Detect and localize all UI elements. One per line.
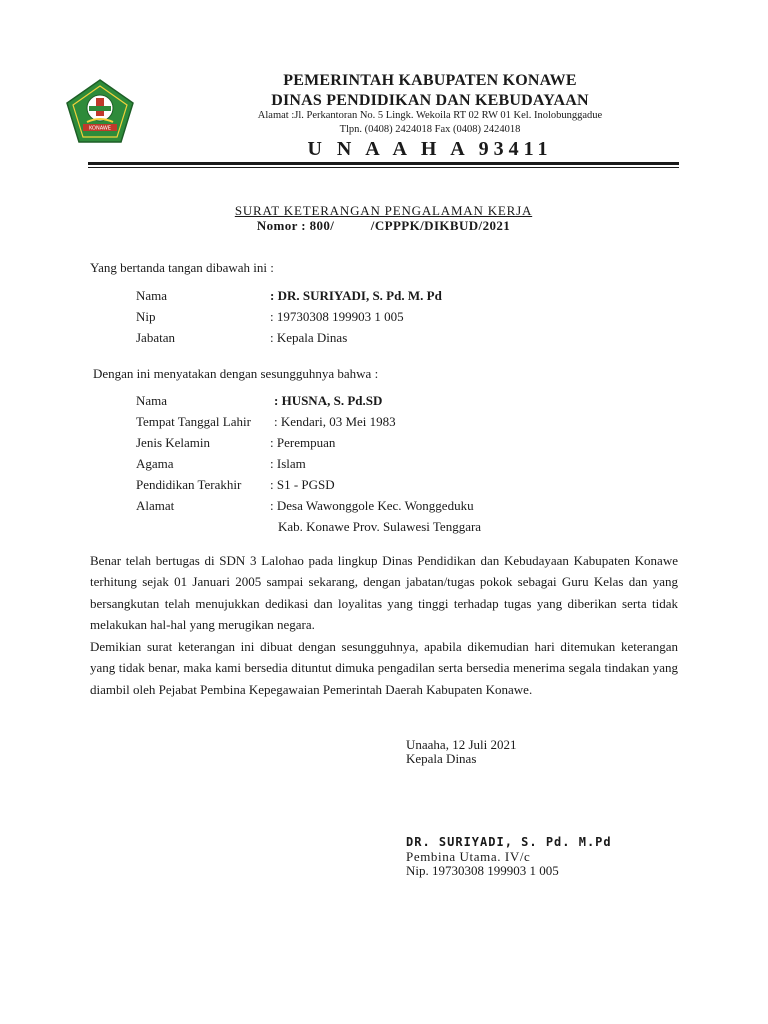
signer-nip-value: : 19730308 199903 1 005	[270, 309, 404, 324]
signer-nip-label: Nip	[136, 309, 156, 324]
letterhead-phone: Tlpn. (0408) 2424018 Fax (0408) 2424018	[339, 124, 521, 135]
subject-gender-label: Jenis Kelamin	[136, 435, 211, 450]
signature-place-date: Unaaha, 12 Juli 2021	[406, 737, 517, 752]
letterhead-city: U N A A H A 93411	[307, 138, 553, 160]
kabupaten-konawe-logo-icon	[65, 78, 135, 144]
letterhead-divider-thick	[88, 162, 679, 165]
subject-education-label: Pendidikan Terakhir	[136, 477, 242, 492]
subject-name-value: : HUSNA, S. Pd.SD	[274, 393, 383, 408]
signature-rank: Pembina Utama. IV/c	[406, 849, 531, 864]
subject-address-continued: Kab. Konawe Prov. Sulawesi Tenggara	[278, 519, 482, 534]
letterhead-line1: PEMERINTAH KABUPATEN KONAWE	[283, 72, 577, 89]
logo-text: KONAWE	[89, 125, 111, 132]
signer-name-label: Nama	[136, 288, 168, 303]
subject-birth-value: : Kendari, 03 Mei 1983	[274, 414, 396, 429]
statement-text: Dengan ini menyatakan dengan sesungguhnya bahwa :	[93, 366, 379, 381]
signer-name-value: : DR. SURIYADI, S. Pd. M. Pd	[270, 288, 442, 303]
subject-birth-label: Tempat Tanggal Lahir	[136, 414, 251, 429]
document-number: Nomor : 800/ /CPPPK/DIKBUD/2021	[256, 218, 511, 233]
body-paragraph-closing: Demikian surat keterangan ini dibuat dengan sesungguhnya, apabila dikemudian hari ditemukan keterangan yang tidak benar, maka kami bersedia dituntut dimuka pengadilan serta bersedia menerima segala tindakan yang diambil oleh Pejabat Pembina Kepegawaian Pemerintah Daerah Kabupaten Konawe.	[90, 639, 678, 697]
body-paragraph-service: Benar telah bertugas di SDN 3 Lalohao pada lingkup Dinas Pendidikan dan Kebudayaan Kabupaten Konawe terhitung sejak 01 Januari 2005 sampai sekarang, dengan jabatan/tugas pokok sebagai Guru Kelas dan yang bersangkutan telah menujukkan dedikasi dan loyalitas yang tinggi terhadap tugas yang diberikan serta tidak melakukan hal-hal yang merugikan negara.	[90, 553, 678, 632]
subject-education-value: : S1 - PGSD	[270, 477, 335, 492]
subject-religion-label: Agama	[136, 456, 174, 471]
letterhead-line2: DINAS PENDIDIKAN DAN KEBUDAYAAN	[271, 92, 589, 109]
document-title: SURAT KETERANGAN PENGALAMAN KERJA	[234, 203, 533, 218]
letterhead-divider-thin	[88, 167, 679, 168]
signer-position-value: : Kepala Dinas	[270, 330, 348, 345]
subject-gender-value: : Perempuan	[270, 435, 336, 450]
subject-name-label: Nama	[136, 393, 168, 408]
subject-address-value: : Desa Wawonggole Kec. Wonggeduku	[270, 498, 474, 513]
intro-text: Yang bertanda tangan dibawah ini :	[90, 260, 274, 275]
signature-nip: Nip. 19730308 199903 1 005	[406, 863, 559, 878]
signature-name: DR. SURIYADI, S. Pd. M.Pd	[406, 835, 612, 849]
signer-position-label: Jabatan	[136, 330, 175, 345]
signature-position: Kepala Dinas	[406, 751, 477, 766]
letterhead-address: Alamat :Jl. Perkantoran No. 5 Lingk. Wekoila RT 02 RW 01 Kel. Inolobunggadue	[257, 110, 603, 121]
subject-religion-value: : Islam	[270, 456, 306, 471]
subject-address-label: Alamat	[136, 498, 175, 513]
